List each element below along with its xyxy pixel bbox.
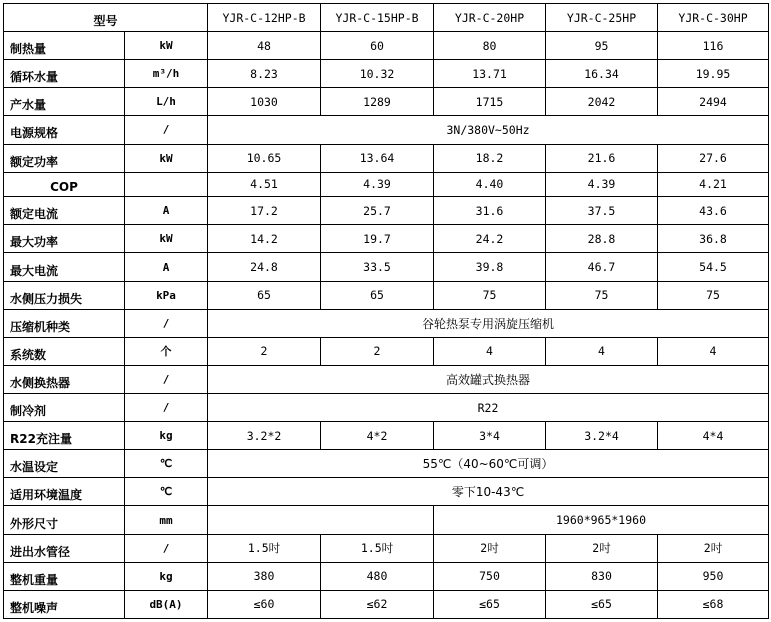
table-cell: 25.7 <box>321 197 434 225</box>
table-cell: ≤62 <box>321 590 434 618</box>
table-cell: 14.2 <box>208 225 321 253</box>
model-name: YJR-C-30HP <box>658 4 769 32</box>
table-row-weight <box>4 562 769 590</box>
table-cell: 4.51 <box>208 172 321 197</box>
row-label: 最大功率 <box>4 225 125 253</box>
table-row-water-pressure-loss <box>4 281 769 309</box>
row-label: 整机重量 <box>4 562 125 590</box>
table-cell: 60 <box>321 32 434 60</box>
table-row-compressor-type <box>4 309 769 337</box>
table-cell: ≤65 <box>546 590 658 618</box>
table-cell: 95 <box>546 32 658 60</box>
row-label: 最大电流 <box>4 253 125 281</box>
row-unit: m³/h <box>125 60 208 88</box>
table-cell: 3*4 <box>434 422 546 450</box>
table-cell: 10.65 <box>208 144 321 172</box>
table-cell: 33.5 <box>321 253 434 281</box>
table-row-pipe-diameter <box>4 534 769 562</box>
table-cell: 2494 <box>658 88 769 116</box>
table-cell: 4.39 <box>546 172 658 197</box>
table-cell: 4.39 <box>321 172 434 197</box>
table-row-noise <box>4 590 769 618</box>
table-cell: 8.23 <box>208 60 321 88</box>
row-label: COP <box>4 172 125 197</box>
table-cell-merged: 零下10-43℃ <box>208 478 769 506</box>
row-label: 系统数 <box>4 337 125 365</box>
table-cell: 37.5 <box>546 197 658 225</box>
table-cell: 2 <box>208 337 321 365</box>
table-row-rated-current <box>4 197 769 225</box>
table-cell: 4 <box>434 337 546 365</box>
row-unit: dB(A) <box>125 590 208 618</box>
row-unit: / <box>125 365 208 393</box>
table-cell: 46.7 <box>546 253 658 281</box>
row-unit: kW <box>125 225 208 253</box>
table-cell: 4*2 <box>321 422 434 450</box>
model-header-label: 型号 <box>4 4 208 32</box>
spec-table <box>3 3 769 619</box>
row-unit: / <box>125 534 208 562</box>
table-cell-empty <box>208 506 434 534</box>
table-cell: ≤60 <box>208 590 321 618</box>
table-cell: 1715 <box>434 88 546 116</box>
table-cell: 3.2*2 <box>208 422 321 450</box>
table-row-r22-charge <box>4 422 769 450</box>
row-label: 额定电流 <box>4 197 125 225</box>
table-cell: 43.6 <box>658 197 769 225</box>
table-cell: 24.8 <box>208 253 321 281</box>
table-cell-merged: 1960*965*1960 <box>434 506 769 534</box>
row-label: 额定功率 <box>4 144 125 172</box>
row-label: 循环水量 <box>4 60 125 88</box>
table-cell: 48 <box>208 32 321 60</box>
table-row-rated-power <box>4 144 769 172</box>
table-cell: 28.8 <box>546 225 658 253</box>
row-label: 产水量 <box>4 88 125 116</box>
row-unit: kW <box>125 144 208 172</box>
table-cell: 27.6 <box>658 144 769 172</box>
table-cell: 13.64 <box>321 144 434 172</box>
row-label: 外形尺寸 <box>4 506 125 534</box>
table-cell: 75 <box>434 281 546 309</box>
table-cell: 13.71 <box>434 60 546 88</box>
table-cell: 3.2*4 <box>546 422 658 450</box>
table-cell: 1030 <box>208 88 321 116</box>
row-unit: ℃ <box>125 478 208 506</box>
table-cell: 116 <box>658 32 769 60</box>
row-unit: mm <box>125 506 208 534</box>
table-cell: 2吋 <box>658 534 769 562</box>
table-cell: 2042 <box>546 88 658 116</box>
table-cell: 75 <box>658 281 769 309</box>
table-cell: 39.8 <box>434 253 546 281</box>
row-unit: / <box>125 309 208 337</box>
row-label: R22充注量 <box>4 422 125 450</box>
model-name: YJR-C-20HP <box>434 4 546 32</box>
table-row-max-current <box>4 253 769 281</box>
table-row-water-heat-exchanger <box>4 365 769 393</box>
model-name: YJR-C-12HP-B <box>208 4 321 32</box>
table-cell: 4 <box>546 337 658 365</box>
table-cell: 21.6 <box>546 144 658 172</box>
row-label: 电源规格 <box>4 116 125 144</box>
table-cell: 4.40 <box>434 172 546 197</box>
row-unit: kW <box>125 32 208 60</box>
table-cell: 830 <box>546 562 658 590</box>
table-cell-merged: R22 <box>208 394 769 422</box>
table-cell: 4.21 <box>658 172 769 197</box>
table-row-dimensions <box>4 506 769 534</box>
row-unit: kg <box>125 562 208 590</box>
table-cell: 19.7 <box>321 225 434 253</box>
row-unit: / <box>125 394 208 422</box>
row-label: 适用环境温度 <box>4 478 125 506</box>
table-cell-merged: 谷轮热泵专用涡旋压缩机 <box>208 309 769 337</box>
row-label: 进出水管径 <box>4 534 125 562</box>
table-cell: 54.5 <box>658 253 769 281</box>
table-cell-merged: 高效罐式换热器 <box>208 365 769 393</box>
row-unit: L/h <box>125 88 208 116</box>
table-cell: 750 <box>434 562 546 590</box>
table-cell-merged: 55℃（40~60℃可调） <box>208 450 769 478</box>
row-unit: kg <box>125 422 208 450</box>
table-cell: 1289 <box>321 88 434 116</box>
table-header-row <box>4 4 769 32</box>
table-row-refrigerant <box>4 394 769 422</box>
row-unit: kPa <box>125 281 208 309</box>
table-row-water-output <box>4 88 769 116</box>
table-cell: 380 <box>208 562 321 590</box>
row-label: 水侧换热器 <box>4 365 125 393</box>
row-label: 整机噪声 <box>4 590 125 618</box>
row-unit <box>125 172 208 197</box>
table-cell: ≤65 <box>434 590 546 618</box>
table-cell: 75 <box>546 281 658 309</box>
table-row-max-power <box>4 225 769 253</box>
row-unit: A <box>125 197 208 225</box>
table-cell: 31.6 <box>434 197 546 225</box>
table-cell: 950 <box>658 562 769 590</box>
row-unit: A <box>125 253 208 281</box>
table-cell: 18.2 <box>434 144 546 172</box>
row-unit: 个 <box>125 337 208 365</box>
table-cell: 4*4 <box>658 422 769 450</box>
model-name: YJR-C-25HP <box>546 4 658 32</box>
row-unit: / <box>125 116 208 144</box>
table-cell: 10.32 <box>321 60 434 88</box>
table-cell: 1.5吋 <box>208 534 321 562</box>
table-row-system-count <box>4 337 769 365</box>
table-row-heating-capacity <box>4 32 769 60</box>
table-cell: 19.95 <box>658 60 769 88</box>
table-cell: 65 <box>321 281 434 309</box>
table-row-ambient-temp <box>4 478 769 506</box>
table-cell: 24.2 <box>434 225 546 253</box>
table-row-power-supply <box>4 116 769 144</box>
table-cell: 80 <box>434 32 546 60</box>
row-label: 水温设定 <box>4 450 125 478</box>
row-label: 水侧压力损失 <box>4 281 125 309</box>
table-cell: 65 <box>208 281 321 309</box>
table-cell: 2吋 <box>434 534 546 562</box>
row-label: 制热量 <box>4 32 125 60</box>
table-cell: 2吋 <box>546 534 658 562</box>
table-cell: 1.5吋 <box>321 534 434 562</box>
table-row-cop <box>4 172 769 197</box>
row-label: 压缩机种类 <box>4 309 125 337</box>
table-cell: 480 <box>321 562 434 590</box>
table-row-water-temp-setting <box>4 450 769 478</box>
table-cell: 2 <box>321 337 434 365</box>
model-name: YJR-C-15HP-B <box>321 4 434 32</box>
table-cell: ≤68 <box>658 590 769 618</box>
table-cell: 4 <box>658 337 769 365</box>
row-label: 制冷剂 <box>4 394 125 422</box>
table-row-circulating-water <box>4 60 769 88</box>
table-cell: 17.2 <box>208 197 321 225</box>
table-cell: 16.34 <box>546 60 658 88</box>
table-cell-merged: 3N/380V~50Hz <box>208 116 769 144</box>
table-cell: 36.8 <box>658 225 769 253</box>
row-unit: ℃ <box>125 450 208 478</box>
